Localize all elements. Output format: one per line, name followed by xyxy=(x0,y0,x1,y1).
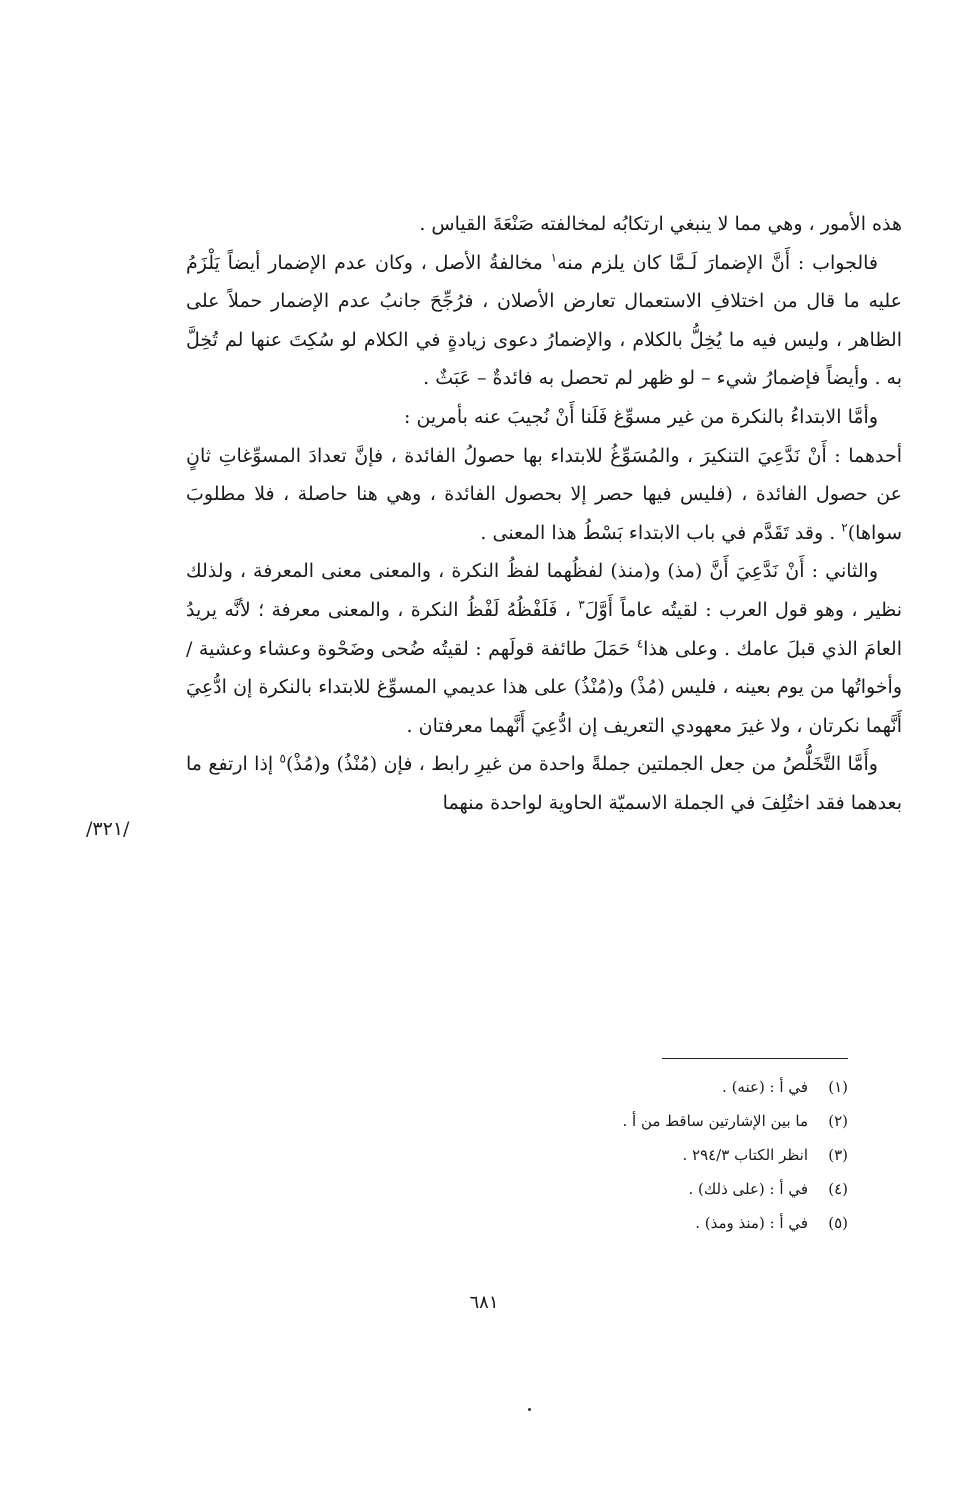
footnote-ref-4: ٤ xyxy=(636,636,644,651)
footnote-3 xyxy=(348,1138,848,1172)
print-speck xyxy=(528,1408,531,1411)
footnote-number: (١) xyxy=(828,1078,848,1096)
manuscript-page-marker: /٣٢١/ xyxy=(86,818,130,840)
footnote-text: في أ : (عنه) . xyxy=(722,1078,808,1096)
footnotes xyxy=(348,1070,848,1240)
footnote-text: في أ : (منذ ومذ) . xyxy=(695,1214,808,1232)
footnote-text: في أ : (على ذلك) . xyxy=(688,1180,808,1198)
footnote-ref-2: ٢ xyxy=(841,520,848,535)
paragraph-5 xyxy=(186,552,902,745)
paragraph-2 xyxy=(186,244,902,398)
text-run: فالجواب : أَنَّ الإضمارَ لَـمَّا كان يلزم منه xyxy=(557,251,878,274)
page-number: ٦٨١ xyxy=(469,1292,499,1313)
text-run: . وقد تَقَدَّم في باب الابتداء بَسْطُ هذا المعنى . xyxy=(480,521,842,544)
main-text xyxy=(186,205,902,823)
text-run: والثاني : أَنْ نَدَّعِيَ أَنَّ (مذ) و(منذ) لفظُهما لفظُ النكرة ، والمعنى معنى المعرفة ، ولذلك نظير ، وهو قول العرب : لقيتُه عاماً أَوَّلَ xyxy=(186,560,902,621)
paragraph-4 xyxy=(186,437,902,553)
footnote-2 xyxy=(348,1104,848,1138)
text-run: إذا ارتفع ما بعدهما فقد اختُلِفَ في الجملة الاسميّة الحاوية لواحدة منهما xyxy=(186,753,902,814)
footnote-5 xyxy=(348,1206,848,1240)
footnote-4 xyxy=(348,1172,848,1206)
text-run: مخالفةُ الأصل ، وكان عدم الإضمار أيضاً يَلْزَمُ عليه ما قال من اختلافِ الاستعمال تعارض الأصلان ، فرُجِّحَ جانبُ عدم الإضمار حملاً على الظاهر ، وليس فيه ما يُخِلُّ بالكلام ، والإضمارُ دعوى زيادةٍ في الكلام لو سُكِتَ عنها لم تُخِلَّ به . وأيضاً فإضمارُ شيء – لو ظهر لم تحصل به فائدةٌ – عَبَثٌ . xyxy=(186,251,902,390)
footnote-text: انظر الكتاب ٢٩٤/٣ . xyxy=(682,1146,808,1164)
text-run: حَمَلَ طائفة قولَهم : لقيتُه ضُحى وضَحْوة وعشاء وعشية / وأخواتُها من يوم بعينه ، فليس (مُذْ) و(مُنْذُ) على هذا عديمي المسوِّغ للابتداء بالنكرة إن ادُّعِيَ أَنَّهما نكرتان ، ولا غيرَ معهودي التعريف إن ادُّعِيَ أَنَّهما معرفتان . xyxy=(186,637,902,737)
footnote-number: (٣) xyxy=(828,1146,848,1164)
footnote-ref-3: ٣ xyxy=(578,597,585,612)
footnote-divider xyxy=(662,1058,848,1059)
text-run: وأَمَّا التَّخَلُّصُ من جعل الجملتين جملةً واحدة من غيرِ رابط ، فإن (مُنْذُ) و(مُذْ) xyxy=(286,753,878,776)
paragraph-3: وأمَّا الابتداءُ بالنكرة من غير مسوِّغ فَلَنا أَنْ نُجيبَ عنه بأمرين : xyxy=(404,405,878,428)
footnote-1 xyxy=(348,1070,848,1104)
paragraph-6 xyxy=(186,745,902,822)
footnote-number: (٥) xyxy=(828,1214,848,1232)
footnote-ref-5: ٥ xyxy=(279,751,286,766)
paragraph-1: هذه الأمور ، وهي مما لا ينبغي ارتكابُه لمخالفته صَنْعَةَ القياس . xyxy=(419,213,902,235)
footnote-number: (٤) xyxy=(828,1180,848,1198)
footnote-number: (٢) xyxy=(828,1112,848,1130)
footnote-text: ما بين الإشارتين ساقط من أ . xyxy=(622,1112,808,1130)
footnote-ref-1: ١ xyxy=(550,250,558,265)
text-run: أحدهما : أَنْ نَدَّعِيَ التنكيرَ ، والمُسَوِّغُ للابتداء بها حصولُ الفائدة ، فإنَّ تعدادَ المسوِّغاتِ ثانٍ عن حصول الفائدة ، (فليس فيها حصر إلا بحصول الفائدة ، وهي هنا حاصلة ، فلا مطلوبَ سواها) xyxy=(186,444,902,544)
text-run: ، فَلَفْظُهُ لَفْظُ النكرة ، والمعنى معرفة ؛ لأنَّه يريدُ العامَ الذي قبلَ عامك . وعلى هذا xyxy=(186,598,902,660)
